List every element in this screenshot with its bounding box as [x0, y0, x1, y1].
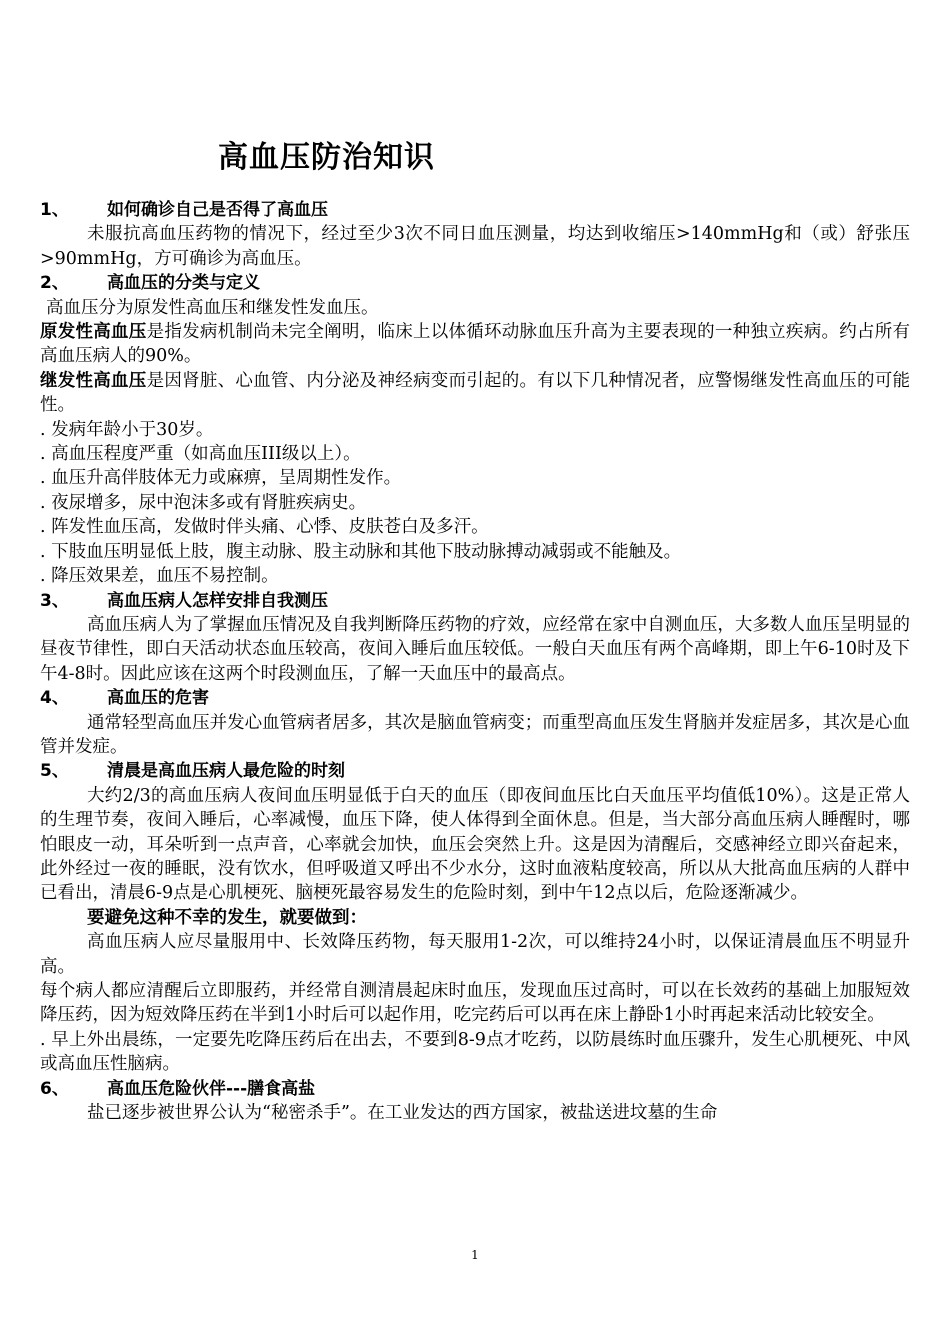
list-item: . 高血压程度严重（如高血压III级以上）。 — [40, 444, 361, 465]
list-item: . 降压效果差，血压不易控制。 — [40, 566, 279, 587]
paragraph: 盐已逐步被世界公认为“秘密杀手”。在工业发达的西方国家，被盐送进坟墓的生命 — [87, 1103, 718, 1124]
page-number: 1 — [471, 1248, 479, 1262]
paragraph: 高血压病人应尽量服用中、长效降压药物，每天服用1-2次，可以维持24小时，以保证清晨血压不明显升高。 — [40, 932, 910, 977]
document-body — [40, 198, 910, 1125]
paragraph: 高血压病人为了掌握血压情况及自我判断降压药物的疗效，应经常在家中自测血压，大多数人血压呈明显的昼夜节律性，即白天活动状态血压较高，夜间入睡后血压较低。一般白天血压有两个高峰期，即上午6-10时及下午4-8时。因此应该在这两个时段测血压，了解一天血压中的最高点。 — [40, 614, 910, 684]
section-number: 6、 — [40, 1078, 69, 1099]
document-title: 高血压防治知识 — [218, 140, 435, 175]
section-number: 5、 — [40, 761, 69, 782]
paragraph: . 早上外出晨练，一定要先吃降压药后在出去，不要到8-9点才吃药，以防晨练时血压骤升，发生心肌梗死、中风或高血压性脑病。 — [40, 1029, 910, 1075]
definition: 是因肾脏、心血管、内分泌及神经病变而引起的。有以下几种情况者，应警惕继发性高血压的可能性。 — [40, 370, 910, 416]
list-item: . 阵发性血压高，发做时伴头痛、心悸、皮肤苍白及多汗。 — [40, 517, 489, 538]
section-3-heading — [40, 589, 910, 613]
section-number: 4、 — [40, 688, 69, 709]
section-number: 2、 — [40, 273, 69, 294]
paragraph — [40, 369, 910, 418]
paragraph: 未服抗高血压药物的情况下，经过至少3次不同日血压测量，均达到收缩压>140mmHg和（或）舒张压>90mmHg，方可确诊为高血压。 — [40, 224, 910, 269]
section-title: 高血压的分类与定义 — [107, 273, 260, 294]
section-title: 清晨是高血压病人最危险的时刻 — [107, 761, 345, 782]
section-title: 高血压的危害 — [107, 688, 209, 709]
section-number: 3、 — [40, 590, 69, 611]
list-item: . 血压升高伴肢体无力或麻痹，呈周期性发作。 — [40, 468, 402, 489]
term: 继发性高血压 — [40, 370, 147, 391]
definition: 是指发病机制尚未完全阐明，临床上以体循环动脉血压升高为主要表现的一种独立疾病。约占所有高血压病人的90%。 — [40, 322, 910, 367]
section-5-heading — [40, 759, 910, 783]
paragraph: 每个病人都应清醒后立即服药，并经常自测清晨起床时血压，发现血压过高时，可以在长效药的基础上加服短效降压药，因为短效降压药在半到1小时后可以起作用，吃完药后可以再在床上静卧1小时再起来活动比较安全。 — [40, 981, 910, 1026]
section-title: 高血压病人怎样安排自我测压 — [107, 590, 328, 611]
list-item: . 下肢血压明显低上肢，腹主动脉、股主动脉和其他下肢动脉搏动减弱或不能触及。 — [40, 541, 682, 562]
section-title: 高血压危险伙伴---膳食高盐 — [107, 1078, 316, 1099]
paragraph: 高血压分为原发性高血压和继发性发血压。 — [46, 297, 379, 318]
section-6-heading — [40, 1077, 910, 1101]
paragraph: 大约2/3的高血压病人夜间血压明显低于白天的血压（即夜间血压比白天血压平均值低10%）。这是正常人的生理节奏，夜间入睡后，心率减慢，血压下降，使人体得到全面休息。但是，当大部分高血压病人睡醒时，哪怕眼皮一动，耳朵听到一点声音，心率就会加快，血压会突然上升。这是因为清醒后，交感神经立即兴奋起来，此外经过一夜的睡眠，没有饮水，但呼吸道又呼出不少水分，这时血液粘度较高，所以从大批高血压病的人群中已看出，清晨6-9点是心肌梗死、脑梗死最容易发生的危险时刻，到中午12点以后，危险逐渐减少。 — [40, 785, 910, 904]
paragraph: 通常轻型高血压并发心血管病者居多，其次是脑血管病变；而重型高血压发生肾脑并发症居多，其次是心血管并发症。 — [40, 712, 910, 757]
paragraph — [40, 320, 910, 369]
section-title: 如何确诊自己是否得了高血压 — [107, 200, 328, 220]
sub-heading: 要避免这种不幸的发生，就要做到： — [87, 907, 367, 928]
term: 原发性高血压 — [40, 322, 147, 343]
section-number: 1、 — [40, 200, 69, 220]
section-1-heading — [40, 198, 910, 222]
list-item: . 发病年龄小于30岁。 — [40, 419, 214, 440]
section-4-heading — [40, 686, 910, 710]
list-item: . 夜尿增多，尿中泡沫多或有肾脏疾病史。 — [40, 492, 367, 513]
section-2-heading — [40, 271, 910, 295]
